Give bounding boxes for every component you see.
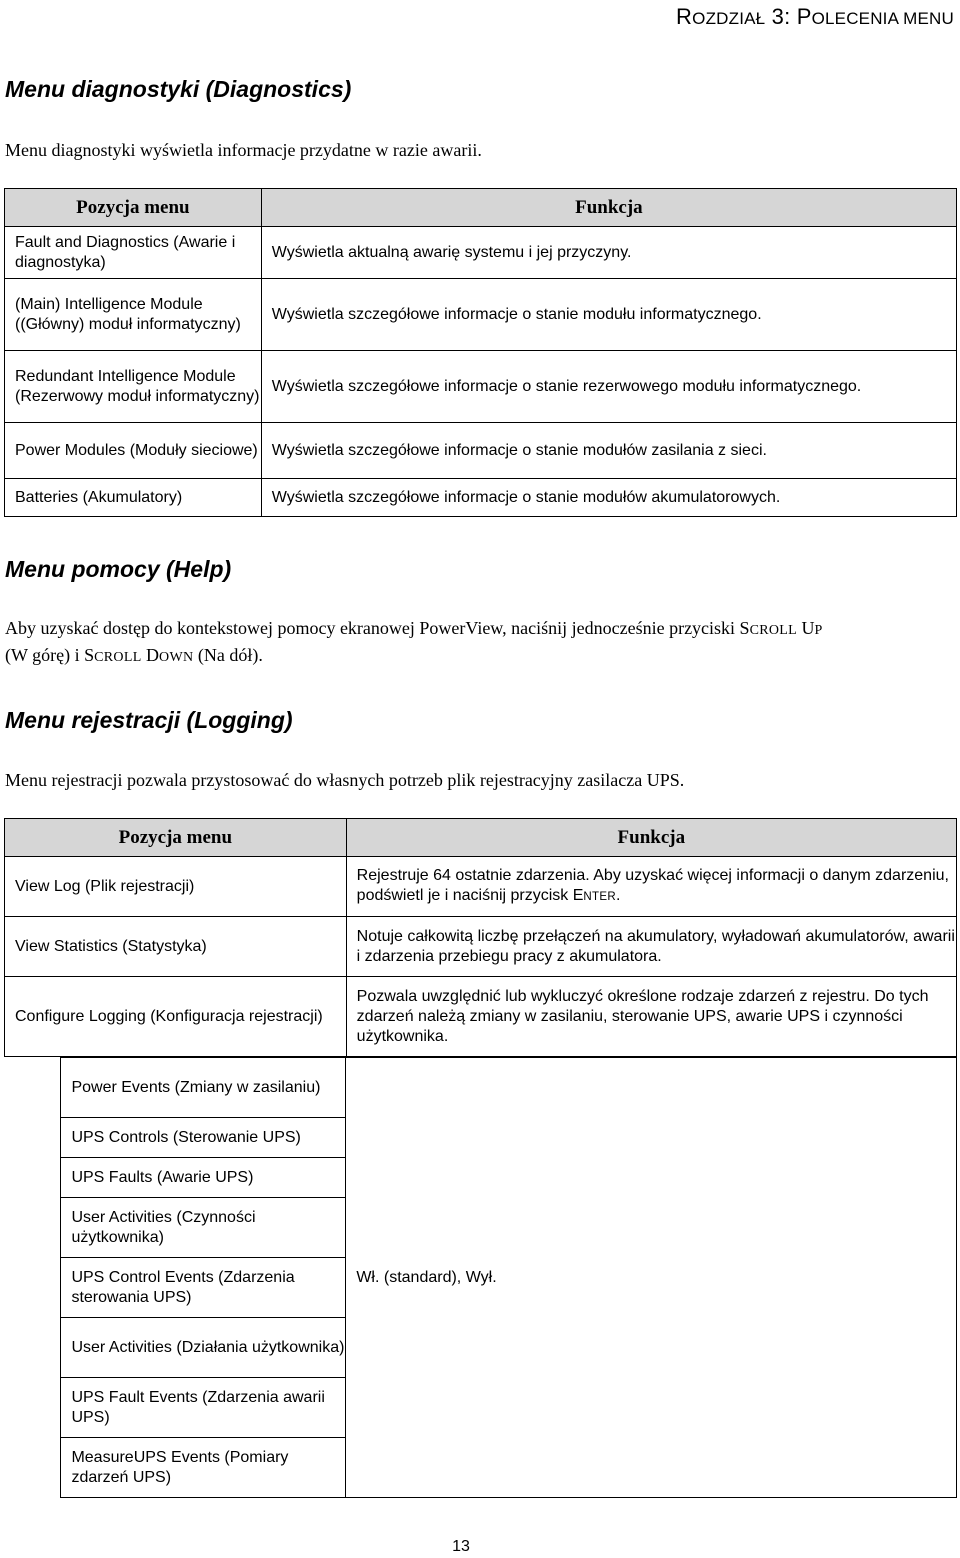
sub-function-cell: Wł. (standard), Wył. <box>346 1058 957 1498</box>
sub-item-cell: UPS Controls (Sterowanie UPS) <box>61 1118 346 1158</box>
table-row <box>5 479 957 517</box>
sub-item-cell: MeasureUPS Events (Pomiary zdarzeń UPS) <box>61 1438 346 1498</box>
table-row <box>5 917 957 977</box>
chapter-letter: R <box>676 4 693 29</box>
column-header-function: Funkcja <box>261 189 956 227</box>
function-cell: Rejestruje 64 ostatnie zdarzenia. Aby uzyskać więcej informacji o danym zdarzeniu, podświetl je i naciśnij przycisk ENTER. <box>346 857 956 917</box>
function-cell: Wyświetla szczegółowe informacje o stanie modułów akumulatorowych. <box>261 479 956 517</box>
item-cell: Power Modules (Moduły sieciowe) <box>5 423 262 479</box>
table-row <box>4 1058 957 1118</box>
function-cell: Notuje całkowitą liczbę przełączeń na akumulatory, wyładowań akumulatorów, awarii i zdarzenia przebiegu pracy z akumulatora. <box>346 917 956 977</box>
sub-item-cell: User Activities (Działania użytkownika) <box>61 1318 346 1378</box>
sub-item-cell: UPS Fault Events (Zdarzenia awarii UPS) <box>61 1378 346 1438</box>
chapter-header <box>676 4 954 30</box>
column-header-item: Pozycja menu <box>5 189 262 227</box>
column-header-function: Funkcja <box>346 819 956 857</box>
chapter-title-letter: P <box>796 4 812 29</box>
chapter-word: OZDZIAŁ <box>692 9 766 28</box>
logging-table <box>4 818 957 1057</box>
logging-intro: Menu rejestracji pozwala przystosować do własnych potrzeb plik rejestracyjny zasilacza UPS. <box>5 770 685 790</box>
function-cell: Wyświetla aktualną awarię systemu i jej przyczyny. <box>261 227 956 279</box>
help-text: Aby uzyskać dostęp do kontekstowej pomocy ekranowej PowerView, naciśnij jednocześnie przyciski SCROLL UP (W górę) i SCROLL DOWN (Na dół). <box>5 618 823 665</box>
logging-heading: Menu rejestracji (Logging) <box>5 707 293 733</box>
table-row <box>5 351 957 423</box>
function-cell: Wyświetla szczegółowe informacje o stanie modułów zasilania z sieci. <box>261 423 956 479</box>
table-row <box>5 279 957 351</box>
chapter-title: OLECENIA MENU <box>811 9 954 28</box>
column-header-item: Pozycja menu <box>5 819 347 857</box>
table-row <box>5 227 957 279</box>
item-cell: Batteries (Akumulatory) <box>5 479 262 517</box>
item-cell: Redundant Intelligence Module (Rezerwowy moduł informatyczny) <box>5 351 262 423</box>
diagnostics-intro: Menu diagnostyki wyświetla informacje przydatne w razie awarii. <box>5 140 482 160</box>
diagnostics-heading: Menu diagnostyki (Diagnostics) <box>5 76 352 102</box>
table-row <box>5 977 957 1057</box>
item-cell: View Log (Plik rejestracji) <box>5 857 347 917</box>
chapter-number: 3: <box>765 4 797 29</box>
function-cell: Wyświetla szczegółowe informacje o stanie modułu informatycznego. <box>261 279 956 351</box>
sub-item-cell: User Activities (Czynności użytkownika) <box>61 1198 346 1258</box>
sub-item-cell: Power Events (Zmiany w zasilaniu) <box>61 1058 346 1118</box>
item-cell: View Statistics (Statystyka) <box>5 917 347 977</box>
item-cell: Configure Logging (Konfiguracja rejestracji) <box>5 977 347 1057</box>
help-heading: Menu pomocy (Help) <box>5 556 232 582</box>
logging-subtable <box>4 1057 957 1498</box>
item-cell: (Main) Intelligence Module ((Główny) moduł informatyczny) <box>5 279 262 351</box>
sub-item-cell: UPS Faults (Awarie UPS) <box>61 1158 346 1198</box>
page-number: 13 <box>452 1538 470 1555</box>
function-cell: Pozwala uwzględnić lub wykluczyć określone rodzaje zdarzeń z rejestru. Do tych zdarzeń należą zmiany w zasilaniu, sterowanie UPS, awarie UPS i czynności użytkownika. <box>346 977 956 1057</box>
sub-item-cell: UPS Control Events (Zdarzenia sterowania UPS) <box>61 1258 346 1318</box>
diagnostics-table <box>4 188 957 517</box>
item-cell: Fault and Diagnostics (Awarie i diagnostyka) <box>5 227 262 279</box>
table-row <box>5 423 957 479</box>
table-row <box>5 857 957 917</box>
function-cell: Wyświetla szczegółowe informacje o stanie rezerwowego modułu informatycznego. <box>261 351 956 423</box>
